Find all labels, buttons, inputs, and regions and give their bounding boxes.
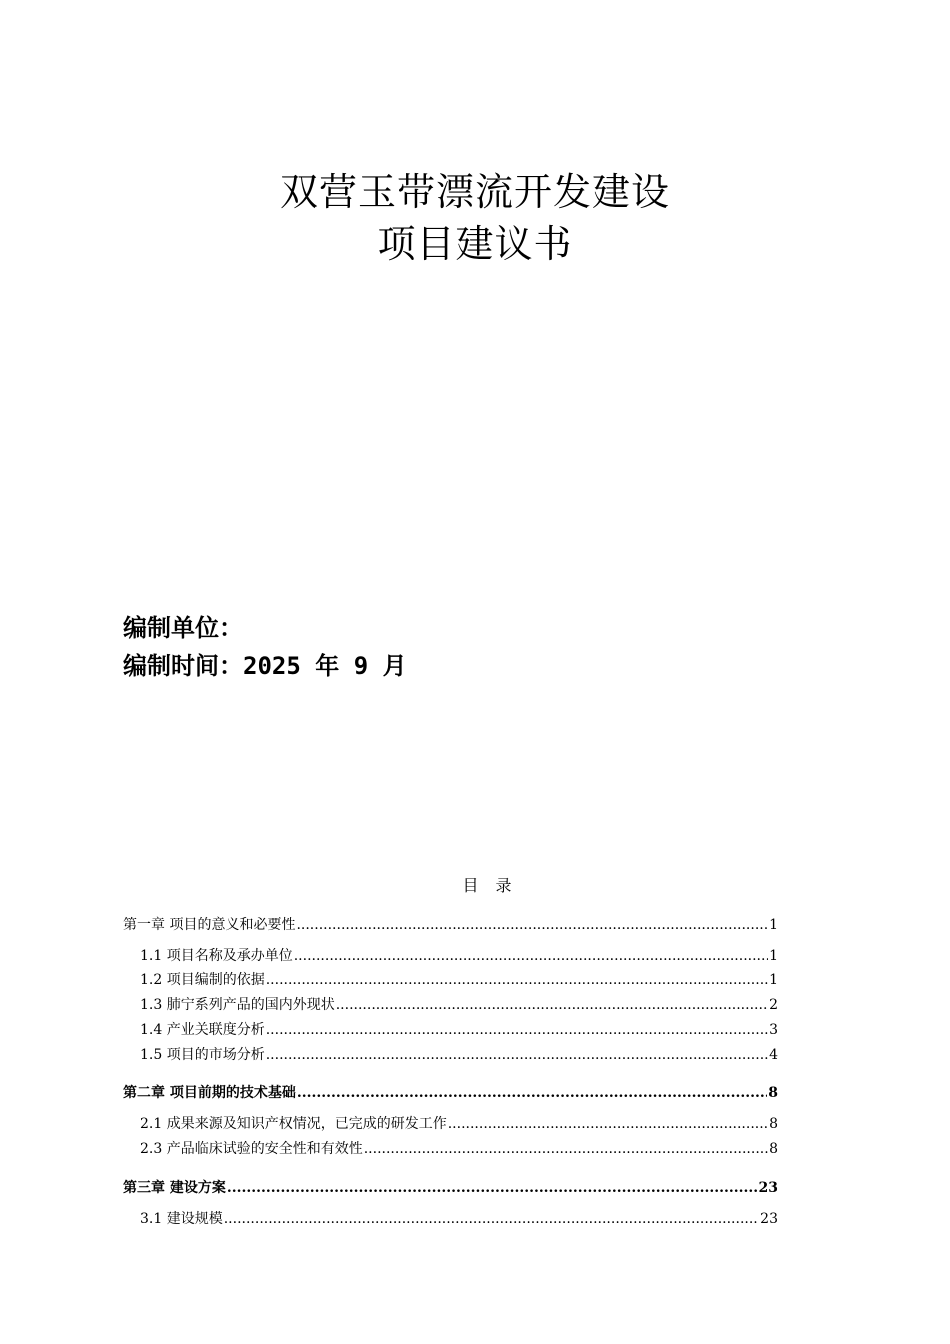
toc-entry-label: 1.4 产业关联度分析 [140,1022,265,1038]
document-title-line-2: 项目建议书 [377,222,573,266]
toc-leader-dots [294,947,768,965]
toc-leader-dots [227,1179,758,1197]
toc-leader-dots [266,1046,768,1064]
toc-section-1-2[interactable] [123,971,778,989]
toc-chapter-2[interactable] [123,1084,778,1102]
toc-entry-page: 23 [760,1211,778,1227]
toc-entry-label: 1.5 项目的市场分析 [140,1047,265,1063]
toc-leader-dots [336,996,768,1014]
toc-chapter-1[interactable] [123,916,778,934]
toc-entry-label: 3.1 建设规模 [140,1211,223,1227]
toc-entry-page: 8 [769,1141,778,1157]
toc-leader-dots [364,1140,768,1158]
toc-section-3-1[interactable] [123,1210,778,1228]
toc-section-1-5[interactable] [123,1046,778,1064]
toc-entry-label: 第三章 建设方案 [123,1180,226,1196]
document-title-line-1: 双营玉带漂流开发建设 [279,170,670,214]
toc-heading: 目 录 [462,876,518,895]
toc-entry-page: 1 [769,972,778,988]
toc-section-1-3[interactable] [123,996,778,1014]
toc-section-1-1[interactable] [123,947,778,965]
toc-entry-label: 1.2 项目编制的依据 [140,972,265,988]
toc-leader-dots [296,916,768,934]
toc-entry-page: 3 [769,1022,778,1038]
toc-entry-page: 1 [769,917,778,933]
toc-chapter-3[interactable] [123,1179,778,1197]
toc-entry-page: 1 [769,948,778,964]
toc-leader-dots [266,1021,768,1039]
toc-entry-page: 23 [758,1180,778,1196]
toc-entry-page: 2 [769,997,778,1013]
toc-section-1-4[interactable] [123,1021,778,1039]
toc-entry-page: 4 [769,1047,778,1063]
toc-entry-label: 1.3 肺宁系列产品的国内外现状 [140,997,335,1013]
toc-section-2-3[interactable] [123,1140,778,1158]
toc-section-2-1[interactable] [123,1115,778,1133]
toc-entry-label: 第一章 项目的意义和必要性 [123,917,296,933]
toc-leader-dots [297,1084,767,1102]
toc-entry-label: 1.1 项目名称及承办单位 [140,948,293,964]
toc-leader-dots [448,1115,768,1133]
compiling-unit-label: 编制单位： [123,614,243,642]
toc-entry-label: 2.1 成果来源及知识产权情况，已完成的研发工作 [140,1116,447,1132]
toc-entry-page: 8 [768,1085,778,1101]
toc-entry-label: 第二章 项目前期的技术基础 [123,1085,296,1101]
compiling-time-label: 编制时间：2025 年 9 月 [123,652,407,680]
toc-leader-dots [266,971,768,989]
toc-leader-dots [224,1210,759,1228]
toc-entry-page: 8 [769,1116,778,1132]
toc-entry-label: 2.3 产品临床试验的安全性和有效性 [140,1141,363,1157]
